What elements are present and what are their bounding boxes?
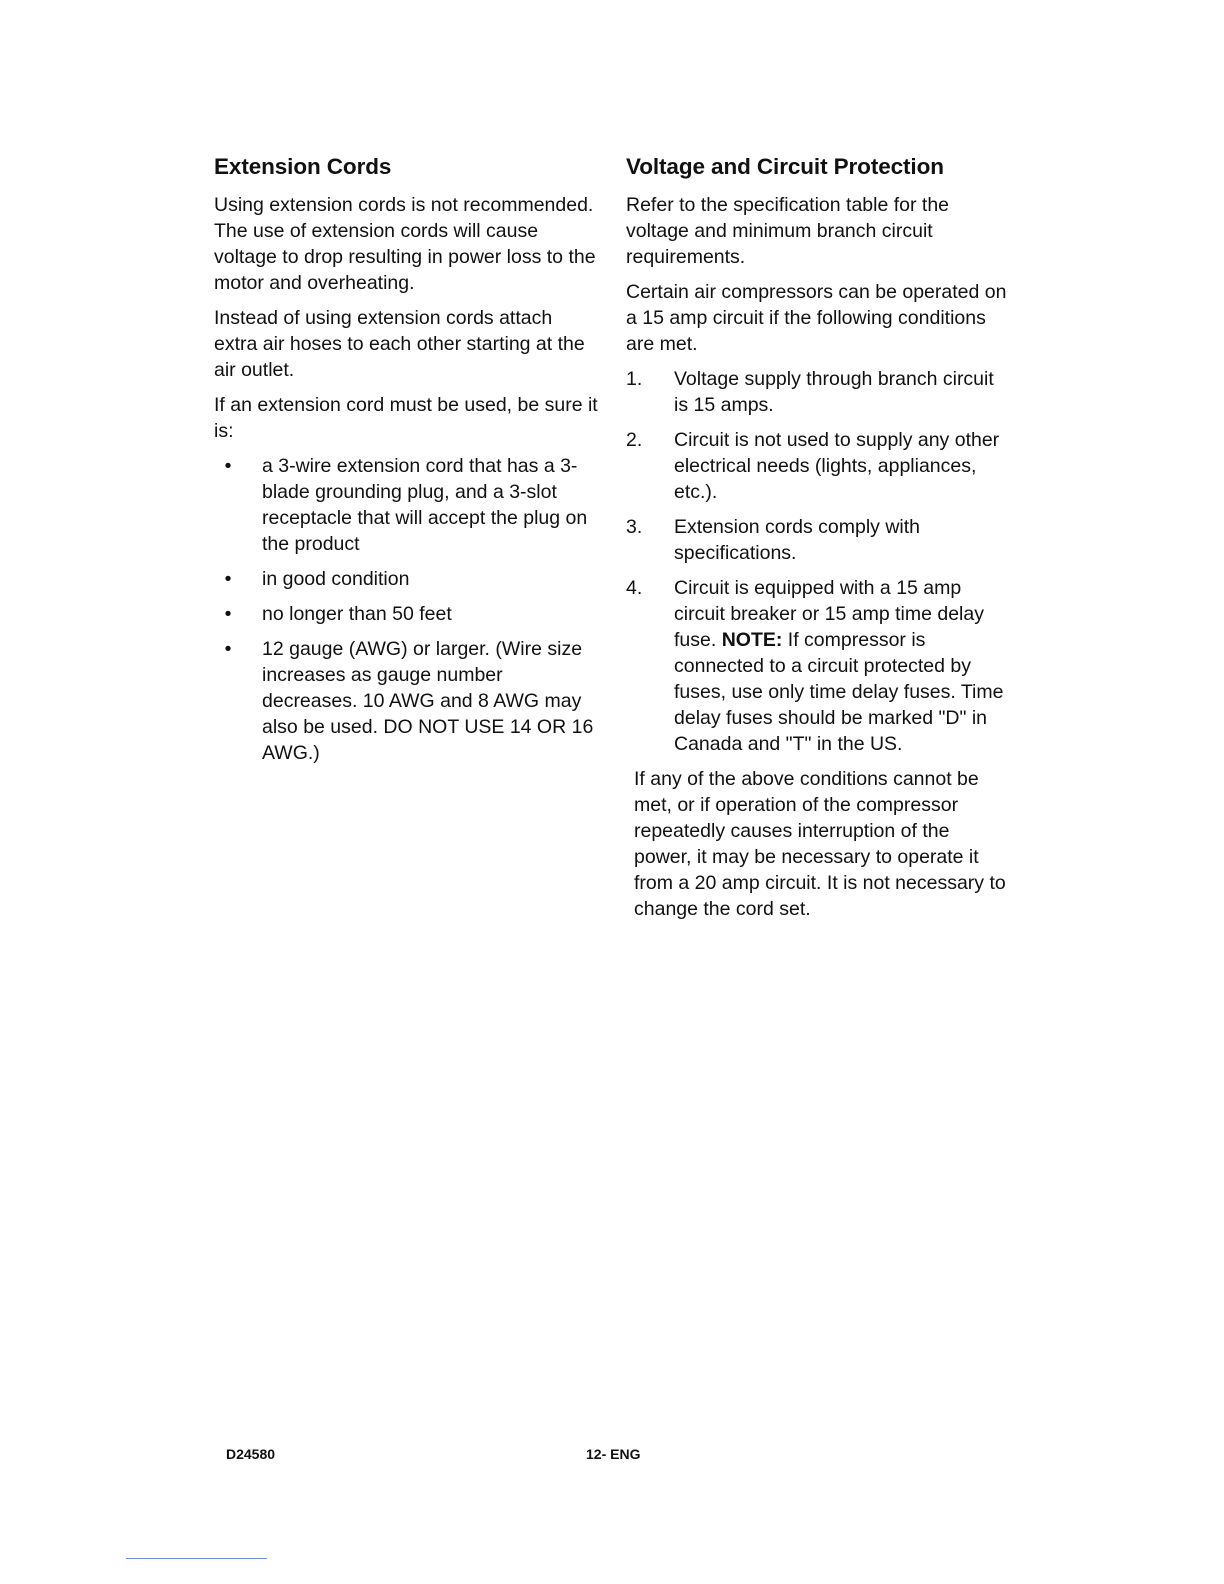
list-item	[214, 636, 599, 766]
bullet-icon: •	[224, 568, 232, 590]
note-text: If compressor is connected to a circuit protected by fuses, use only time delay fuses. Time delay fuses should be marked "D" in Canada and "T" in the US.	[674, 629, 1004, 755]
voltage-circuit-intro: Refer to the specification table for the voltage and minimum branch circuit requirements.	[626, 194, 950, 268]
list-item	[626, 366, 1008, 418]
page-edge-line	[126, 1558, 267, 1559]
page-number: 12- ENG	[586, 1446, 641, 1462]
list-item	[214, 453, 599, 557]
list-item-text: no longer than 50 feet	[262, 603, 452, 625]
voltage-circuit-conditions-lead: Certain air compressors can be operated on a 15 amp circuit if the following conditions are met.	[626, 281, 1007, 355]
bullet-icon: •	[224, 603, 232, 625]
list-item-text: a 3-wire extension cord that has a 3-blade grounding plug, and a 3-slot receptacle that will accept the plug on the product	[262, 455, 588, 555]
list-item-number: 4.	[626, 577, 643, 599]
bullet-icon: •	[224, 638, 232, 660]
list-item	[214, 601, 599, 627]
list-item-text: Circuit is not used to supply any other electrical needs (lights, appliances, etc.).	[674, 429, 1000, 503]
list-item-text: Voltage supply through branch circuit is 15 amps.	[674, 368, 994, 416]
extension-cords-section	[214, 150, 599, 775]
circuit-conditions-list	[626, 366, 1008, 757]
extension-cords-intro: Using extension cords is not recommended. The use of extension cords will cause voltage to drop resulting in power loss to the motor and overheating.	[214, 194, 596, 294]
extension-cords-requirements-lead: If an extension cord must be used, be sure it is:	[214, 394, 598, 442]
list-item-text: in good condition	[262, 568, 410, 590]
extension-cord-requirements-list	[214, 453, 599, 766]
list-item	[626, 575, 1008, 757]
list-item-number: 3.	[626, 516, 643, 538]
extension-cords-heading: Extension Cords	[214, 154, 392, 179]
list-item-number: 2.	[626, 429, 643, 451]
bullet-icon: •	[224, 455, 232, 477]
list-item-text: 12 gauge (AWG) or larger. (Wire size increases as gauge number decreases. 10 AWG and 8 AWG may also be used. DO NOT USE 14 OR 16 AWG.)	[262, 638, 594, 764]
voltage-circuit-closing: If any of the above conditions cannot be met, or if operation of the compressor repeatedly causes interruption of the power, it may be necessary to operate it from a 20 amp circuit. It is not necessary to change the cord set.	[634, 768, 1006, 920]
voltage-circuit-section	[626, 150, 1008, 931]
list-item	[626, 514, 1008, 566]
list-item	[214, 566, 599, 592]
list-item-number: 1.	[626, 368, 643, 390]
list-item-text: Circuit is equipped with a 15 amp circuit breaker or 15 amp time delay fuse.	[674, 577, 984, 651]
model-number: D24580	[226, 1446, 276, 1462]
note-label: NOTE:	[721, 629, 783, 651]
extension-cords-alternative: Instead of using extension cords attach extra air hoses to each other starting at the air outlet.	[214, 307, 585, 381]
voltage-circuit-heading: Voltage and Circuit Protection	[626, 154, 944, 179]
list-item	[626, 427, 1008, 505]
list-item-text: Extension cords comply with specifications.	[674, 516, 921, 564]
